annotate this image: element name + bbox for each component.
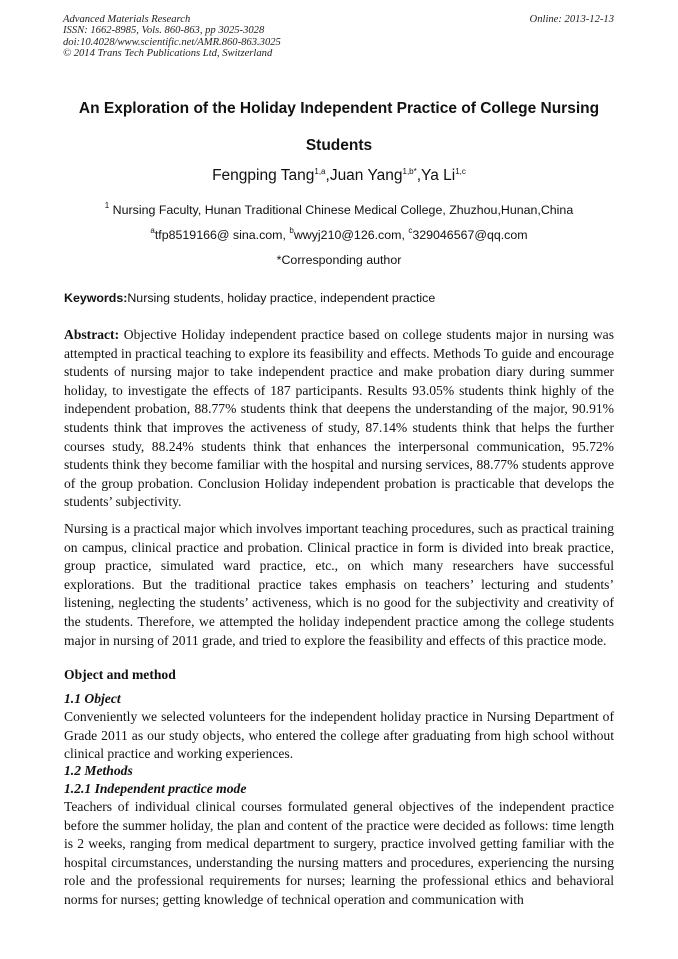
email-sup: b xyxy=(289,226,294,235)
journal-copyright: © 2014 Trans Tech Publications Ltd, Switzerland xyxy=(63,48,273,60)
keywords xyxy=(64,291,435,305)
journal-doi: doi:10.4028/www.scientific.net/AMR.860-863.3025 xyxy=(63,36,281,48)
author-name: Juan Yang xyxy=(329,167,403,184)
abstract-text: Objective Holiday independent practice based on college students major in nursing was attempted in practical teaching to explore its feasibility and effects. Methods To guide and encourage students of nursing major to take independent practice and make probation diary during summer holiday, to investigate the effects of 187 participants. Results 93.05% students think highly of the independent probation, 88.77% students think that deepens the understanding of the major, 90.91% students think that improves the activeness of study, 87.14% students think that helps the further courses study, 88.24% students think that enhances the interpersonal communication, 95.72% students think they become familiar with the hospital and nursing services, 88.77% students approve of the group probation. Conclusion Holiday independent probation is practicable that develops the students’ subjectivity. xyxy=(64,327,614,510)
keywords-label: Keywords: xyxy=(64,291,128,305)
author-affil-sup: 1,a xyxy=(314,167,326,176)
author-affil-sup: 1,c xyxy=(455,167,466,176)
subsection-heading-mode: 1.2.1 Independent practice mode xyxy=(64,781,247,796)
abstract xyxy=(64,326,614,512)
author-name: Ya Li xyxy=(421,167,456,184)
author-list xyxy=(40,167,638,185)
affiliation xyxy=(40,203,638,217)
author-affil-sup: 1,b* xyxy=(402,167,417,176)
subsection-heading-methods: 1.2 Methods xyxy=(64,763,133,778)
journal-issn: ISSN: 1662-8985, Vols. 860-863, pp 3025-3028 xyxy=(63,25,265,37)
journal-header xyxy=(63,14,281,60)
email-sup: c xyxy=(408,226,413,235)
online-date: Online: 2013-12-13 xyxy=(529,14,614,25)
subsection-heading-object: 1.1 Object xyxy=(64,691,121,706)
author-name: Fengping Tang xyxy=(212,167,315,184)
email-address: tfp8519166@ sina.com, xyxy=(154,228,290,242)
affiliation-text: Nursing Faculty, Hunan Traditional Chinese Medical College, Zhuzhou,Hunan,China xyxy=(109,203,574,217)
author-separator: , xyxy=(416,167,422,184)
section-heading: Object and method xyxy=(64,667,176,682)
abstract-label: Abstract: xyxy=(64,327,120,342)
email-address: wwyj210@126.com, xyxy=(293,228,409,242)
author-separator: , xyxy=(325,167,330,184)
keywords-text: Nursing students, holiday practice, independent practice xyxy=(127,291,436,305)
object-paragraph: Conveniently we selected volunteers for the independent holiday practice in Nursing Department of Grade 2011 as our study objects, who entered the college after graduating from high school without clinical practice and working experiences. xyxy=(64,709,614,762)
journal-name: Advanced Materials Research xyxy=(63,14,191,25)
intro-paragraph: Nursing is a practical major which involves important teaching procedures, such as practical training on campus, clinical practice and probation. Clinical practice in form is divided into break practice, group practice, simulated ward practice, etc., on which many researchers have successful explorations. But the traditional practice takes emphasis on teachers’ lecturing and students’ listening, neglecting the students’ activeness, which is no good for the subjectivity and creativity of the students. Therefore, we attempted the holiday independent practice among the college students major in nursing of 2011 grade, and tried to explore the feasibility and effects of this practice mode. xyxy=(64,521,614,648)
affiliation-sup: 1 xyxy=(104,201,110,210)
corresponding-note: *Corresponding author xyxy=(276,253,402,267)
email-sup: a xyxy=(150,226,155,235)
mode-paragraph: Teachers of individual clinical courses formulated general objectives of the independent practice before the summer holiday, the plan and content of the practice were decided as follows: time length is 2 weeks, ranging from medical department to surgery, practice involved getting familiar with the hospital circumstances, understanding the nursing matters and procedures, experiencing the nursing role and the professional requirements for nurses; learning the professional ethics and behavioral norms for nurses; getting knowledge of technical operation and communication with xyxy=(64,799,614,907)
title-line-2: Students xyxy=(305,137,373,154)
paper-title xyxy=(50,90,628,164)
email-list xyxy=(40,228,638,242)
title-line-1: An Exploration of the Holiday Independent Practice of College Nursing xyxy=(78,100,600,117)
email-address: 329046567@qq.com xyxy=(412,228,528,242)
